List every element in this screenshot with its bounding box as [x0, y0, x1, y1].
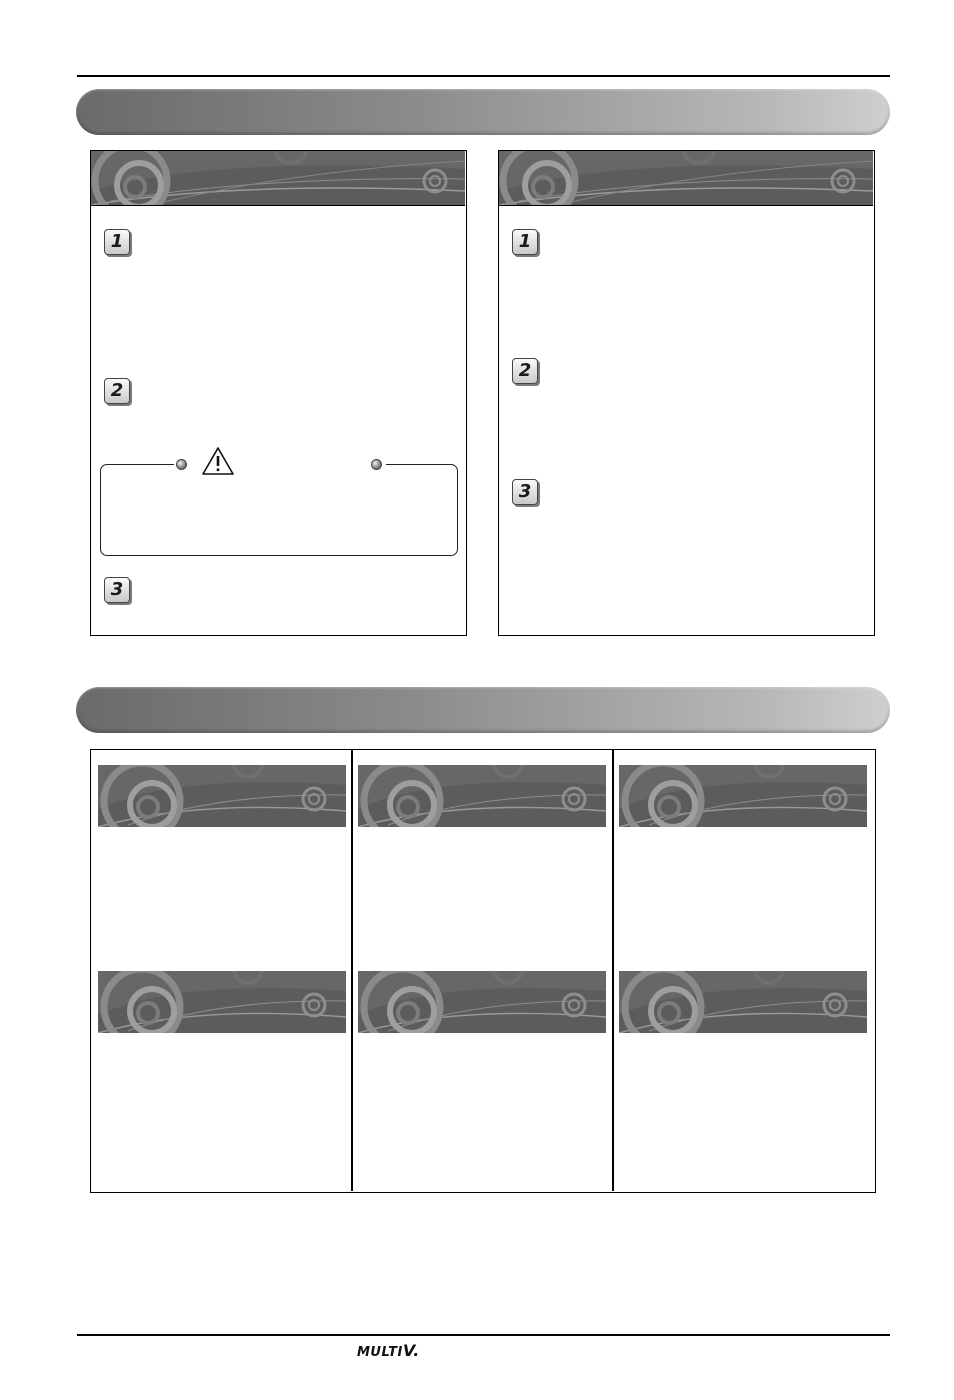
grid-banner-r2c1: [98, 971, 346, 1033]
multi-v-logo: [357, 1341, 420, 1359]
caution-box: [100, 464, 458, 556]
grid-column-divider-2: [612, 750, 614, 1191]
step-badge-3: 3: [512, 479, 538, 505]
swirl-graphic-icon: [358, 765, 606, 827]
step-badge-2: 2: [512, 358, 538, 384]
swirl-graphic-icon: [619, 971, 867, 1033]
logo-suffix: V.: [402, 1341, 420, 1360]
left-panel-banner: [91, 151, 465, 206]
grid-banner-r2c2: [358, 971, 606, 1033]
step-badge-2: 2: [104, 378, 130, 404]
step-badge-1: 1: [512, 229, 538, 255]
swirl-graphic-icon: [358, 971, 606, 1033]
step-badge-3: 3: [104, 577, 130, 603]
grid-banner-r1c1: [98, 765, 346, 827]
grid-column-divider-1: [351, 750, 353, 1191]
section-header-bar-1: [76, 89, 890, 135]
section-header-bar-2: [76, 687, 890, 733]
swirl-graphic-icon: [91, 151, 465, 205]
logo-prefix: MULTI: [357, 1345, 403, 1360]
grid-banner-r1c2: [358, 765, 606, 827]
swirl-graphic-icon: [619, 765, 867, 827]
right-panel-banner: [499, 151, 873, 206]
caution-bullet-right: [371, 459, 382, 470]
right-instruction-panel: [498, 150, 875, 636]
step-badge-1: 1: [104, 229, 130, 255]
left-instruction-panel: [90, 150, 467, 636]
caution-bullet-left: [176, 459, 187, 470]
warning-triangle-icon: [201, 446, 235, 476]
swirl-graphic-icon: [98, 765, 346, 827]
bottom-rule: [77, 1334, 890, 1336]
grid-banner-r1c3: [619, 765, 867, 827]
swirl-graphic-icon: [98, 971, 346, 1033]
grid-banner-r2c3: [619, 971, 867, 1033]
top-rule: [77, 75, 890, 77]
swirl-graphic-icon: [499, 151, 873, 205]
